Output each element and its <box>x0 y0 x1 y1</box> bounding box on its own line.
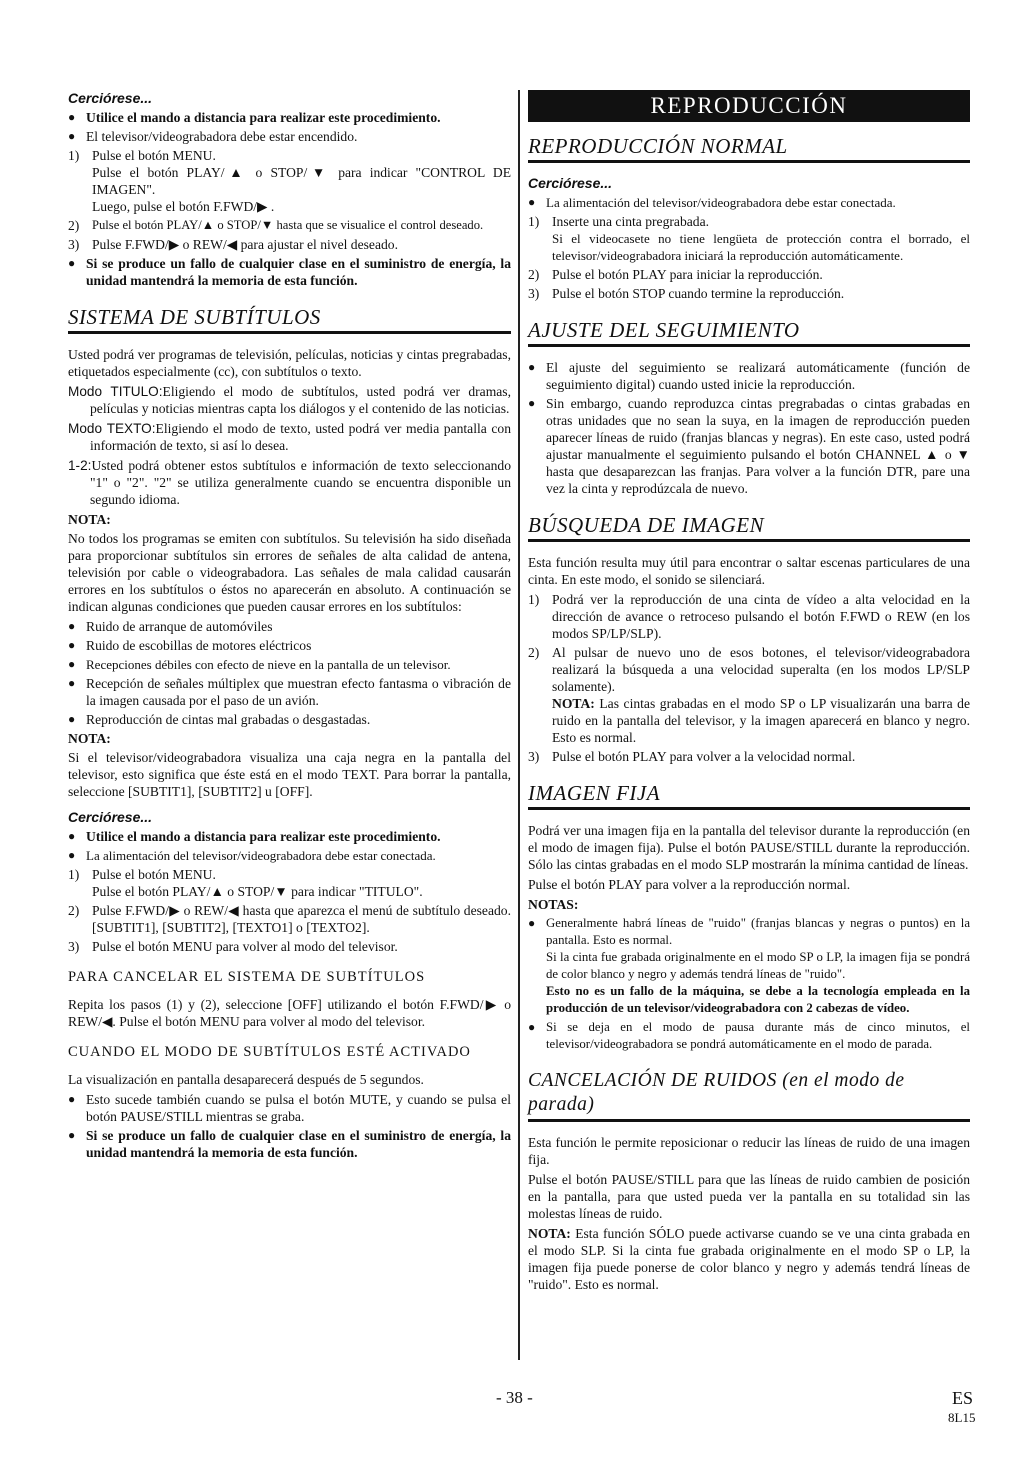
step-item: 2) Al pulsar de nuevo uno de esos botones, el televisor/videograbadora realizará la búsqueda a una velocidad superalta (en los modos LP/SLP solamente). NOTA: Las cintas grabadas en el modo SP o LP visualizarán una barra de ruido en la pantalla del televisor, y la imagen aparecerá en blanco y negro. Esto es normal. <box>528 645 970 745</box>
search-intro: Esta función resulta muy útil para encontrar o saltar escenas particulares de una cinta. En este modo, el sonido se silenciará. <box>528 555 970 587</box>
certify-heading: Cerciórese... <box>68 90 153 106</box>
noise-note: NOTA: Esta función SÓLO puede activarse cuando se ve una cinta grabada en el modo SLP. Si la cinta fue grabada originalmente en el modo SP o LP, la imagen fija puede ponerse de color blanco y negro y además tendrá líneas de "ruido". Esto es normal. <box>528 1226 971 1292</box>
section-title-normal-playback: REPRODUCCIÓN NORMAL <box>528 134 970 163</box>
section-title-picture-search: BÚSQUEDA DE IMAGEN <box>528 513 970 542</box>
certify-heading: Cerciórese... <box>528 175 613 191</box>
list-item: ● Esto sucede también cuando se pulsa el botón MUTE, y cuando se pulsa el botón PAUSE/STILL mientras se graba. <box>68 1092 511 1124</box>
note-text: No todos los programas se emiten con subtítulos. Su televisión ha sido diseñada para proporcionar subtítulos sin errores de señales de alta calidad de antena, televisión por cable o videograbadora. Las señales de mala calidad causarán errores en los subtítulos o éstos no aparecerán en absoluto. A continuación se indican algunas condiciones que pueden causar errores en los subtítulos: <box>68 531 511 614</box>
bullet-icon: ● <box>68 110 76 124</box>
list-item: ● Sin embargo, cuando reproduzca cintas pregrabadas o cintas grabadas en otras unidades que no sean la suya, en la imagen de reproducción pueden aparecer líneas de ruido (franjas blancas y negras). En este caso, usted podrá ajustar manualmente el seguimiento pulsando el botón CHANNEL ▲ o ▼ hasta que desaparezcan las franjas. Para volver a la función DTR, pare una vez la cinta y reprodúzcala de nuevo. <box>528 396 970 496</box>
step-item: 2) Pulse el botón PLAY para iniciar la reproducción. <box>528 267 823 282</box>
when-active-text: La visualización en pantalla desaparecerá después de 5 segundos. <box>68 1072 424 1087</box>
list-item: ● Utilice el mando a distancia para realizar este procedimiento. <box>68 110 441 125</box>
list-item: ● Utilice el mando a distancia para realizar este procedimiento. <box>68 829 441 844</box>
when-active-heading: CUANDO EL MODO DE SUBTÍTULOS ESTÉ ACTIVADO <box>68 1044 471 1060</box>
step-item: 1) Pulse el botón MENU. Pulse el botón PLAY/▲ o STOP/▼ para indicar "CONTROL DE IMAGEN". Luego, pulse el botón F.FWD/▶ . <box>68 148 511 214</box>
section-title-tracking: AJUSTE DEL SEGUIMIENTO <box>528 318 970 347</box>
list-item: ● La alimentación del televisor/videograbadora debe estar conectada. <box>528 195 896 210</box>
list-item: ● Ruido de arranque de automóviles <box>68 619 273 634</box>
mode-item: Modo TEXTO:Eligiendo el modo de texto, usted podrá ver media pantalla con información de texto, si así lo desea. <box>68 421 511 453</box>
list-item: ● El ajuste del seguimiento se realizará automáticamente (función de seguimiento digital) cuando usted inicie la reproducción. <box>528 360 970 392</box>
right-column <box>528 90 970 1296</box>
bullet-icon: ● <box>68 712 76 726</box>
bullet-icon: ● <box>68 676 76 690</box>
list-item: ● La alimentación del televisor/videograbadora debe estar conectada. <box>68 848 436 863</box>
cancel-subtitles-heading: PARA CANCELAR EL SISTEMA DE SUBTÍTULOS <box>68 969 426 985</box>
bullet-icon: ● <box>68 829 76 843</box>
step-item: 3) Pulse el botón PLAY para volver a la velocidad normal. <box>528 749 856 764</box>
bullet-icon: ● <box>68 657 76 671</box>
section-title-noise-cancel: CANCELACIÓN DE RUIDOS (en el modo de parada) <box>528 1069 970 1122</box>
left-column <box>68 90 511 1163</box>
note-heading: NOTA: <box>68 731 111 746</box>
language-code: ES <box>952 1388 974 1408</box>
page-number: - 38 - <box>496 1388 533 1407</box>
bullet-icon: ● <box>528 195 536 209</box>
list-item: ● Recepción de señales múltiplex que muestran efecto fantasma o vibración de la imagen causada por el paso de un avión. <box>68 676 511 708</box>
bullet-icon: ● <box>68 129 76 143</box>
subtitles-intro: Usted podrá ver programas de televisión, películas, noticias y cintas pregrabadas, etiquetados especialmente (cc), con subtítulos o texto. <box>68 347 511 379</box>
step-item: 3) Pulse el botón STOP cuando termine la reproducción. <box>528 286 845 301</box>
cancel-subtitles-text: Repita los pasos (1) y (2), seleccione [OFF] utilizando el botón F.FWD/▶ o REW/◀. Pulse el botón MENU para volver al modo del televisor. <box>68 997 511 1029</box>
list-item: ● Si se produce un fallo de cualquier clase en el suministro de energía, la unidad mantendrá la memoria de esta función. <box>68 1128 511 1160</box>
list-item: ● El televisor/videograbadora debe estar encendido. <box>68 129 358 144</box>
bullet-icon: ● <box>528 916 536 930</box>
list-item: ● Generalmente habrá líneas de "ruido" (franjas blancas y negras o puntos) en la pantalla. Esto es normal. Si la cinta fue grabada originalmente en el modo SP o LP, la imagen fija se pondrá de color blanco y negro y además tendrá líneas de "ruido". Esto no es un fallo de la máquina, se debe a la tecnología empleada en la producción de un televisor/videograbadora con 2 cabezas de vídeo. <box>528 916 970 1015</box>
step-item: 3) Pulse F.FWD/▶ o REW/◀ para ajustar el nivel deseado. <box>68 237 398 252</box>
step-item: 2) Pulse el botón PLAY/▲ o STOP/▼ hasta que se visualice el control deseado. <box>68 218 484 233</box>
bullet-icon: ● <box>68 638 76 652</box>
step-item: 2) Pulse F.FWD/▶ o REW/◀ hasta que aparezca el menú de subtítulo deseado. [SUBTIT1], [SUBTIT2], [TEXTO1] o [TEXTO2]. <box>68 903 511 935</box>
bullet-icon: ● <box>68 619 76 633</box>
list-item: ● Si se produce un fallo de cualquier clase en el suministro de energía, la unidad mantendrá la memoria de esta función. <box>68 256 511 288</box>
model-code: 8L15 <box>948 1410 976 1425</box>
list-item: ● Recepciones débiles con efecto de nieve en la pantalla de un televisor. <box>68 657 451 672</box>
bullet-icon: ● <box>68 1128 76 1142</box>
chapter-banner: REPRODUCCIÓN <box>528 90 970 122</box>
column-divider <box>518 90 520 1360</box>
section-title-still-picture: IMAGEN FIJA <box>528 781 970 810</box>
certify-heading: Cerciórese... <box>68 809 153 825</box>
note-heading: NOTA: <box>68 512 111 527</box>
step-item: 1) Inserte una cinta pregrabada. Si el videocasete no tiene lengüeta de protección contra el borrado, el televisor/videograbadora iniciará la reproducción automáticamente. <box>528 214 970 263</box>
bullet-icon: ● <box>68 1092 76 1106</box>
mode-item: Modo TITULO:Eligiendo el modo de subtítulos, usted podrá ver dramas, películas y noticias mientras capta los diálogos y el contenido de las noticias. <box>68 384 511 416</box>
mode-item: 1-2:Usted podrá obtener estos subtítulos e información de texto seleccionando "1" o "2". "2" se utiliza generalmente cuando se encuentra disponible un segundo idioma. <box>68 458 511 507</box>
noise-paragraph: Esta función le permite reposicionar o reducir las líneas de ruido de una imagen fija. <box>528 1135 970 1167</box>
still-paragraph: Pulse el botón PLAY para volver a la reproducción normal. <box>528 877 851 892</box>
still-paragraph: Podrá ver una imagen fija en la pantalla del televisor durante la reproducción (en el modo de imagen fija). Pulse el botón PAUSE/STILL durante la reproducción. Sólo las cintas grabadas en el modo SLP mostrarán la mínima cantidad de líneas. <box>528 823 970 872</box>
notes-heading: NOTAS: <box>528 897 579 912</box>
list-item: ● Reproducción de cintas mal grabadas o desgastadas. <box>68 712 371 727</box>
bullet-icon: ● <box>528 1020 536 1034</box>
bullet-icon: ● <box>528 360 536 374</box>
section-title-subtitles: SISTEMA DE SUBTÍTULOS <box>68 305 511 334</box>
list-item: ● Si se deja en el modo de pausa durante más de cinco minutos, el televisor/videograbadora se pondrá automáticamente en el modo de parada. <box>528 1020 970 1051</box>
step-item: 1) Podrá ver la reproducción de una cinta de vídeo a alta velocidad en la dirección de avance o retroceso pulsando el botón F.FWD o REW (en los modos SP/LP/SLP). <box>528 592 970 641</box>
note-text: Si el televisor/videograbadora visualiza una caja negra en la pantalla del televisor, esto significa que éste está en el modo TEXT. Para borrar la pantalla, seleccione [SUBTIT1], [SUBTIT2] u [OFF]. <box>68 750 511 799</box>
bullet-icon: ● <box>68 848 76 862</box>
noise-paragraph: Pulse el botón PAUSE/STILL para que las líneas de ruido cambien de posición en la pantalla, para que usted pueda ver la pantalla en su totalidad sin las molestas líneas de ruido. <box>528 1172 970 1221</box>
step-item: 1) Pulse el botón MENU. Pulse el botón PLAY/▲ o STOP/▼ para indicar "TITULO". <box>68 867 423 899</box>
bullet-icon: ● <box>528 396 536 410</box>
bullet-icon: ● <box>68 256 76 270</box>
list-item: ● Ruido de escobillas de motores eléctricos <box>68 638 312 653</box>
step-item: 3) Pulse el botón MENU para volver al modo del televisor. <box>68 939 398 954</box>
